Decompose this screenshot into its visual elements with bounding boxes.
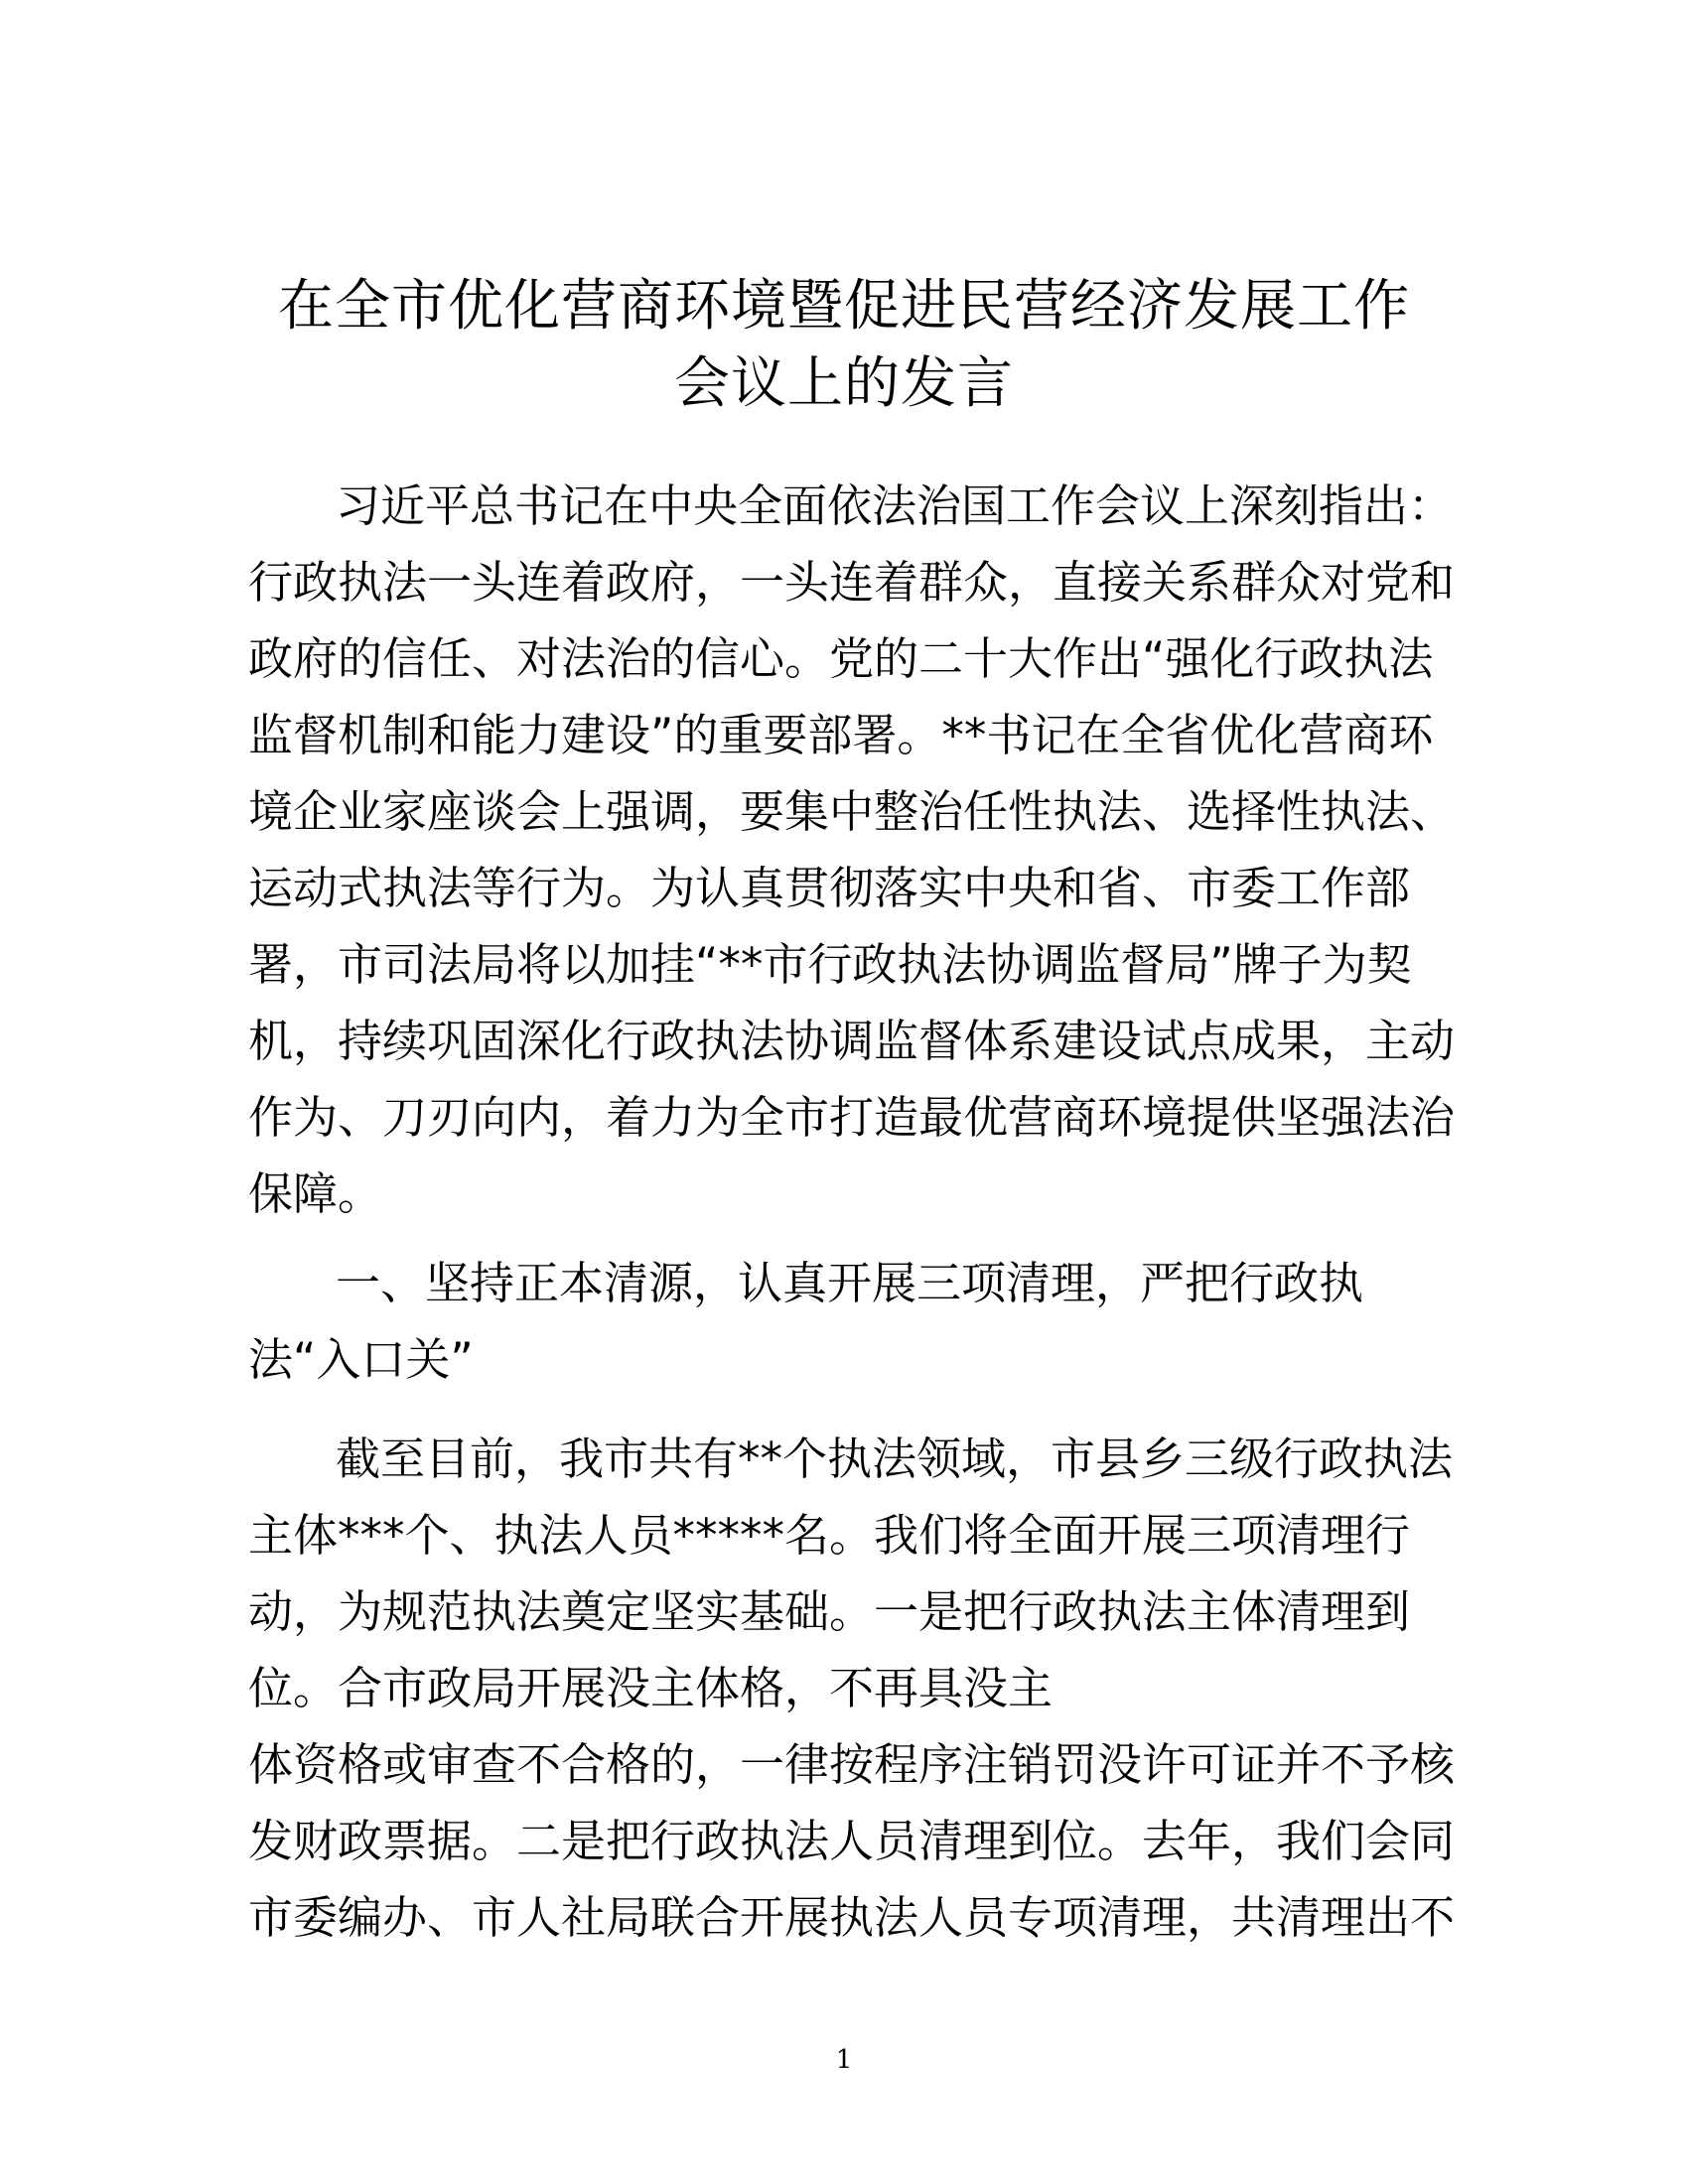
- text-line: 署，市司法局将以加挂“**市行政执法协调监督局”牌子为契: [248, 938, 1412, 991]
- text-line: 位。合市政局开展没主体格，不再具没主: [248, 1662, 1054, 1714]
- section-heading-line: 一、坚持正本清源，认真开展三项清理，严把行政执: [336, 1257, 1364, 1309]
- text-line: 体资格或审查不合格的，一律按程序注销罚没许可证并不予核: [248, 1738, 1456, 1791]
- text-line: 习近平总书记在中央全面依法治国工作会议上深刻指出：: [336, 479, 1454, 532]
- text-line: 运动式执法等行为。为认真贯彻落实中央和省、市委工作部: [248, 862, 1411, 914]
- text-line: 作为、刀刃向内，着力为全市打造最优营商环境提供坚强法治: [248, 1091, 1456, 1144]
- text-line: 发财政票据。二是把行政执法人员清理到位。去年，我们会同: [248, 1815, 1456, 1867]
- text-line: 市委编办、市人社局联合开展执法人员专项清理，共清理出不: [248, 1891, 1456, 1944]
- text-line: 动，为规范执法奠定坚实基础。一是把行政执法主体清理到: [248, 1585, 1411, 1638]
- page-number: 1: [835, 2045, 853, 2075]
- text-line: 监督机制和能力建设”的重要部署。**书记在全省优化营商环: [248, 709, 1434, 761]
- section-heading-line: 法“入口关”: [248, 1333, 474, 1386]
- text-line: 保障。: [248, 1167, 383, 1220]
- text-line: 机，持续巩固深化行政执法协调监督体系建设试点成果，主动: [248, 1015, 1456, 1067]
- document-title: [238, 268, 1450, 423]
- text-line: 截至目前，我市共有**个执法领域，市县乡三级行政执法: [336, 1433, 1454, 1485]
- text-line: 行政执法一头连着政府，一头连着群众，直接关系群众对党和: [248, 556, 1456, 609]
- title-line-1: 在全市优化营商环境暨促进民营经济发展工作: [278, 274, 1410, 339]
- text-line: 主体***个、执法人员*****名。我们将全面开展三项清理行: [248, 1509, 1411, 1562]
- text-line: 境企业家座谈会上强调，要集中整治任性执法、选择性执法、: [248, 785, 1456, 838]
- title-line-2: 会议上的发言: [674, 351, 1014, 416]
- text-line: 政府的信任、对法治的信心。党的二十大作出“强化行政执法: [248, 632, 1434, 685]
